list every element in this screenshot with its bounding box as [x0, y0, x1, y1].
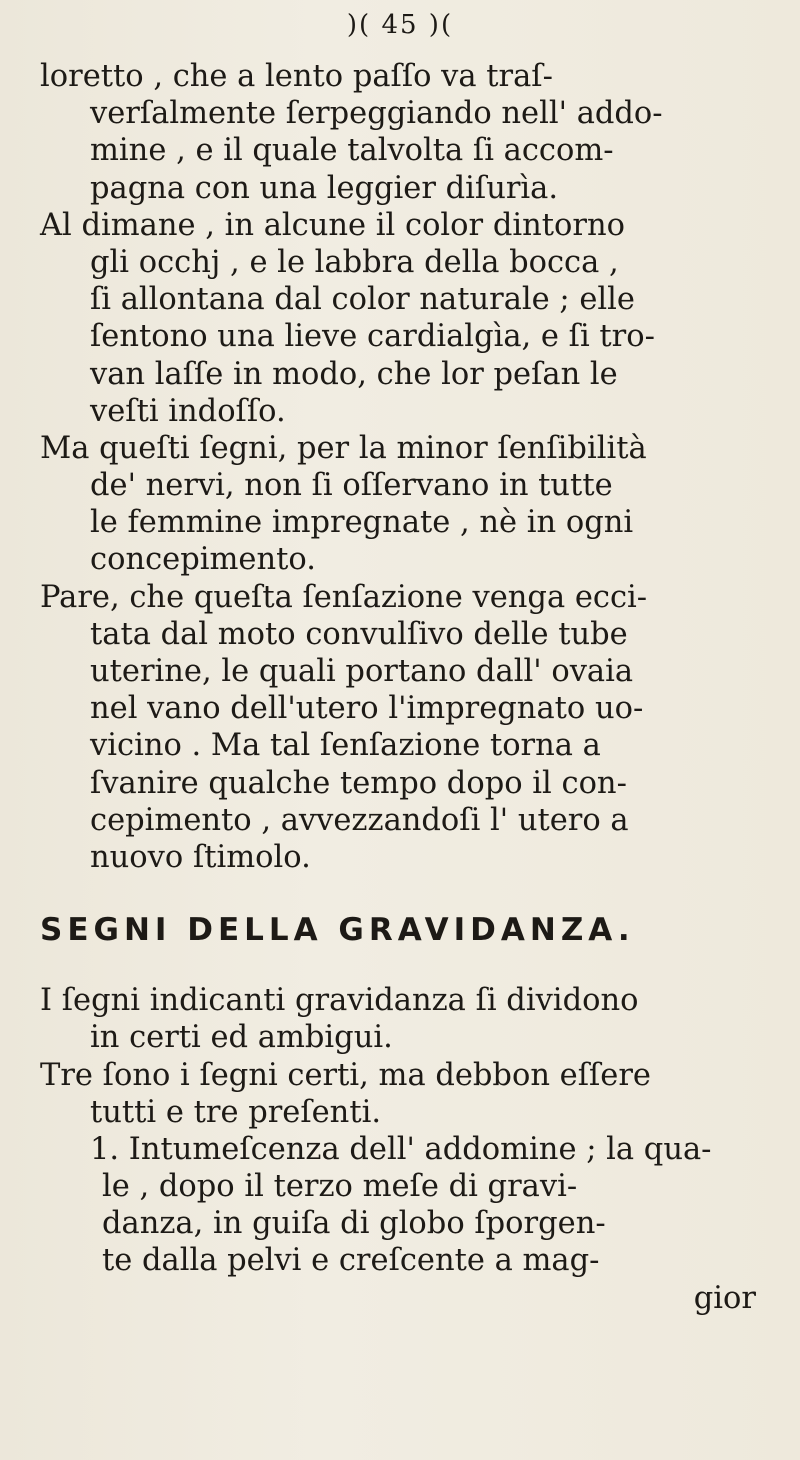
section-paragraph-1: [40, 982, 780, 1056]
text-line: vicino . Ma tal ſenſazione torna a: [90, 728, 601, 764]
text-line: le femmine impregnate , nè in ogni: [90, 505, 634, 541]
text-line: verſalmente ſerpeggiando nell' addo-: [90, 96, 663, 132]
paragraph-1: [40, 58, 780, 207]
text-line: Tre ſono i ſegni certi, ma debbon eſſere: [40, 1057, 651, 1093]
catchword: gior: [693, 1280, 756, 1316]
text-line: loretto , che a lento paſſo va traſ-: [40, 59, 553, 94]
text-line: van laſſe in modo, che lor peſan le: [90, 356, 618, 392]
text-line: nel vano dell'utero l'impregnato uo-: [90, 691, 644, 727]
text-line: 1. Intumeſcenza dell' addomine ; la qua-: [90, 1131, 712, 1167]
text-line: Al dimane , in alcune il color dintorno: [40, 207, 625, 243]
paragraph-4: [40, 579, 780, 877]
text-line: veſti indoſſo.: [90, 393, 286, 429]
section-paragraph-3: [40, 1131, 780, 1317]
text-line: nuovo ſtimolo.: [90, 839, 311, 875]
text-line: ſvanire qualche tempo dopo il con-: [90, 765, 627, 801]
text-line: gli occhj , e le labbra della bocca ,: [90, 244, 619, 280]
text-line: cepimento , avvezzandoſi l' utero a: [90, 802, 629, 838]
text-line: in certi ed ambigui.: [90, 1020, 393, 1056]
text-line: danza, in guiſa di globo ſporgen-: [102, 1206, 606, 1242]
text-line: te dalla pelvi e creſcente a mag-: [102, 1243, 600, 1279]
text-line: Ma queſti ſegni, per la minor ſenſibilità: [40, 430, 647, 466]
text-line: concepimento.: [90, 542, 316, 578]
text-line: I ſegni indicanti gravidanza ſi dividono: [40, 983, 639, 1019]
paragraph-2: [40, 207, 780, 430]
text-line: pagna con una leggier diſurìa.: [90, 170, 559, 206]
text-line: le , dopo il terzo meſe di gravi-: [102, 1169, 578, 1205]
page-header: )( 45 )(: [346, 10, 454, 40]
text-line: tata dal moto convulſivo delle tube: [90, 616, 628, 652]
text-line: Pare, che queſta ſenſazione venga ecci-: [40, 579, 648, 615]
text-line: tutti e tre preſenti.: [90, 1094, 382, 1130]
text-line: mine , e il quale talvolta ſi accom-: [90, 133, 614, 169]
text-line: uterine, le quali portano dall' ovaia: [90, 654, 634, 689]
section-paragraph-2: [40, 1057, 780, 1131]
paragraph-3: [40, 430, 780, 579]
section-heading: SEGNI DELLA GRAVIDANZA.: [40, 912, 635, 949]
text-line: de' nervi, non ſi oſſervano in tutte: [90, 468, 613, 504]
body-text: [40, 58, 780, 1317]
text-line: ſi allontana dal color naturale ; elle: [90, 282, 635, 318]
text-line: ſentono una lieve cardialgìa, e ſi tro-: [90, 319, 655, 355]
